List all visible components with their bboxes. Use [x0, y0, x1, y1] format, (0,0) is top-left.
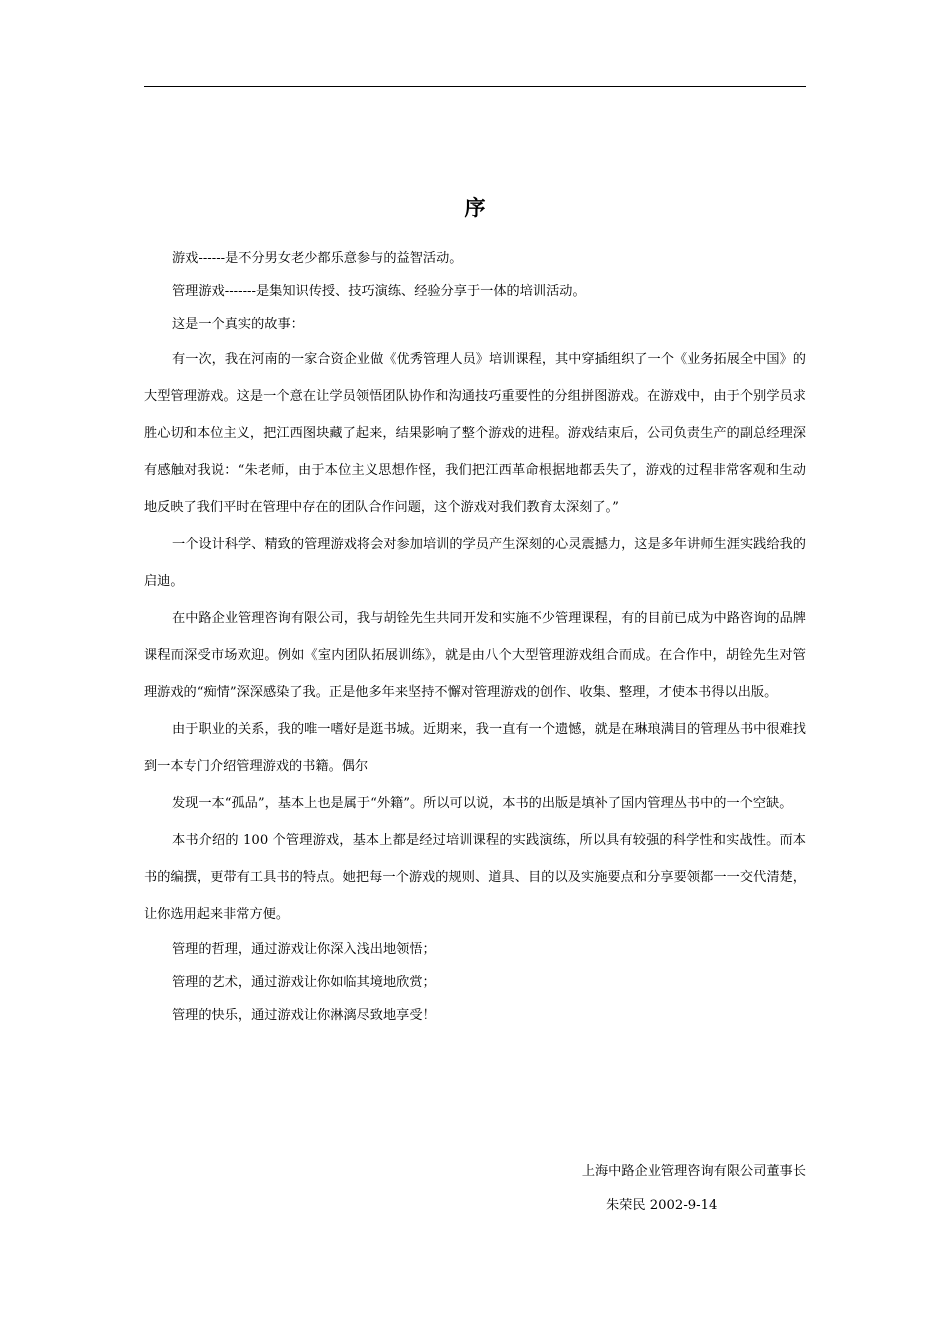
paragraph-rare-book: 发现一本“孤品”，基本上也是属于“外籍”。所以可以说，本书的出版是填补了国内管理丛书中的一个空缺。 [172, 796, 793, 811]
paragraph-story-intro: 这是一个真实的故事： [172, 317, 304, 332]
paragraph-management-games: 管理游戏-------是集知识传授、技巧演练、经验分享于一体的培训活动。 [172, 284, 586, 299]
paragraph-games-intro: 游戏------是不分男女老少都乐意参与的益智活动。 [172, 251, 463, 266]
paragraph-philosophy: 管理的哲理，通过游戏让你深入浅出地领悟； [172, 942, 436, 957]
signature-author-date: 朱荣民 2002-9-14 [606, 1198, 718, 1213]
signature-company: 上海中路企业管理咨询有限公司董事长 [581, 1164, 806, 1179]
paragraph-collaboration: 在中路企业管理咨询有限公司，我与胡铨先生共同开发和实施不少管理课程，有的目前已成为中路咨询的品牌课程而深受市场欢迎。例如《室内团队拓展训练》，就是由八个大型管理游戏组合而成。在合作中，胡铨先生对管理游戏的“痴情”深深感染了我。正是他多年来坚持不懈对管理游戏的创作、收集、整理，才使本书得以出版。 [144, 611, 806, 700]
paragraph-story: 有一次，我在河南的一家合资企业做《优秀管理人员》培训课程，其中穿插组织了一个《业务拓展全中国》的大型管理游戏。这是一个意在让学员领悟团队协作和沟通技巧重要性的分组拼图游戏。在游戏中，由于个别学员求胜心切和本位主义，把江西图块藏了起来，结果影响了整个游戏的进程。游戏结束后，公司负责生产的副总经理深有感触对我说：“朱老师，由于本位主义思想作怪，我们把江西革命根据地都丢失了，游戏的过程非常客观和生动地反映了我们平时在管理中存在的团队合作问题，这个游戏对我们教育太深刻了。” [144, 352, 806, 515]
header-rule [144, 86, 806, 87]
paragraph-bookstore: 由于职业的关系，我的唯一嗜好是逛书城。近期来，我一直有一个遗憾，就是在琳琅满目的管理丛书中很难找到一本专门介绍管理游戏的书籍。偶尔 [144, 722, 806, 774]
paragraph-book-content: 本书介绍的 100 个管理游戏，基本上都是经过培训课程的实践演练，所以具有较强的科学性和实战性。而本书的编撰，更带有工具书的特点。她把每一个游戏的规则、道具、目的以及实施要点和分享要领都一一交代清楚，让你选用起来非常方便。 [144, 833, 806, 922]
paragraph-joy: 管理的快乐，通过游戏让你淋漓尽致地享受！ [172, 1008, 436, 1023]
preface-body [144, 242, 806, 1032]
paragraph-insight: 一个设计科学、精致的管理游戏将会对参加培训的学员产生深刻的心灵震撼力，这是多年讲师生涯实践给我的启迪。 [144, 537, 806, 589]
paragraph-art: 管理的艺术，通过游戏让你如临其境地欣赏； [172, 975, 436, 990]
preface-title: 序 [464, 196, 486, 220]
